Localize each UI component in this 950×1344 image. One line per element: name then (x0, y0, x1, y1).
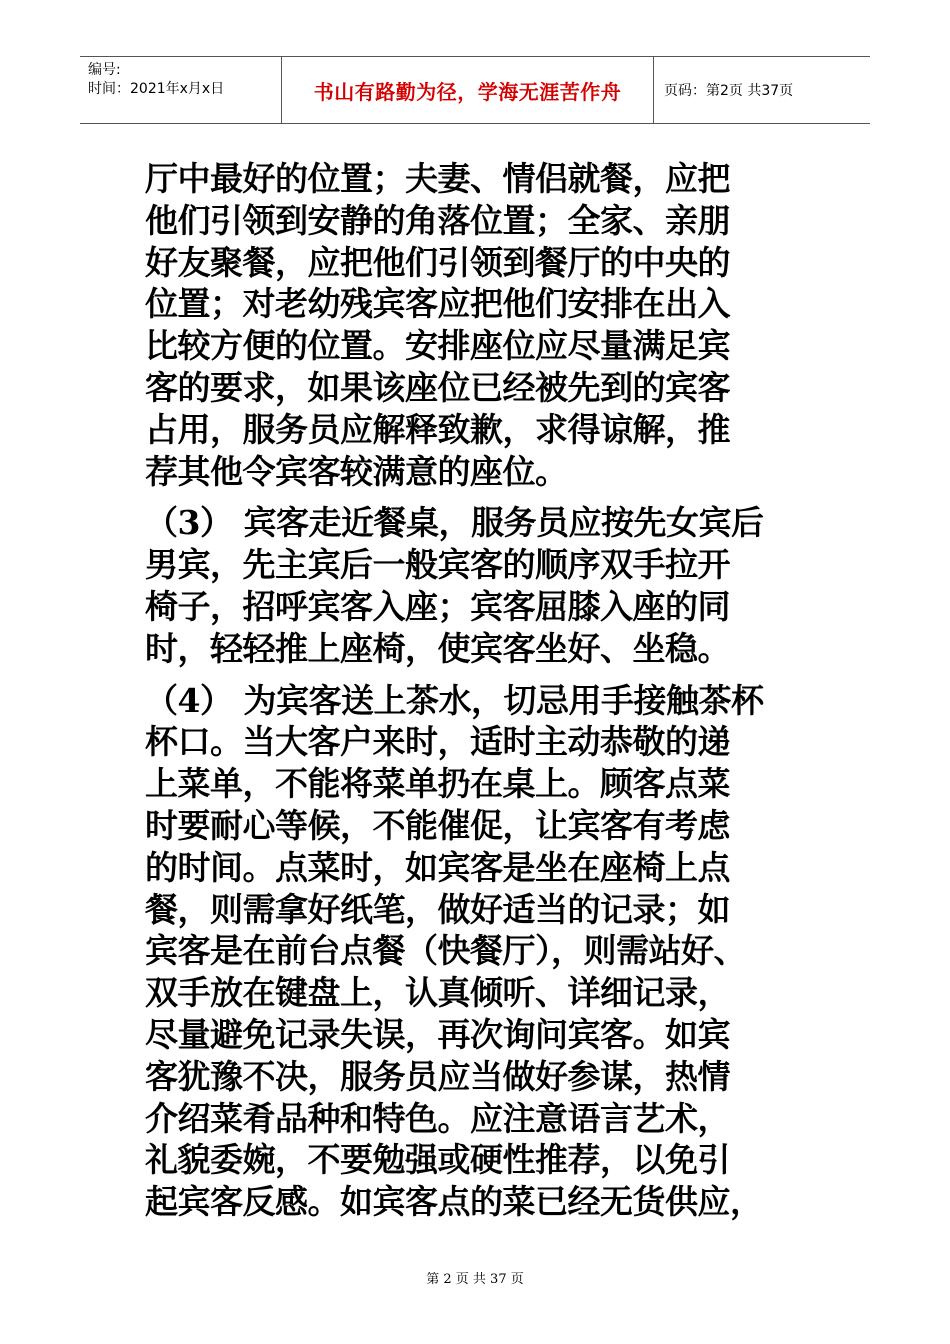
header-page-number: 页码：第2页 共37页 (664, 83, 794, 99)
paragraph-3: （4） 为宾客送上茶水，切忌用手接触茶杯 杯口。当大客户来时，适时主动恭敬的递 上菜单，不能将菜单扔在桌上。顾客点菜 时要耐心等候，不能催促，让宾客有考虑 的时间。点菜时，如宾客是坐在座椅上点 餐，则需拿好纸笔，做好适当的记录；如 宾客是在前台点餐（快餐厅），则需站好、 双手放在键盘上，认真倾听、详细记录， 尽量避免记录失误，再次询问宾客。如宾 客犹豫不决，服务员应当做好参谋，热情 介绍菜肴品种和特色。应注意语言艺术， 礼貌委婉，不要勉强或硬性推荐，以免引 起宾客反感。如宾客点的菜已经无货供应， (145, 680, 764, 1222)
document-time-label: 时间：2021年x月x日 (88, 81, 225, 97)
paragraph-2: （3） 宾客走近餐桌，服务员应按先女宾后 男宾，先主宾后一般宾客的顺序双手拉开 椅子，招呼宾客入座；宾客屈膝入座的同 时，轻轻推上座椅，使宾客坐好、坐稳。 (145, 503, 764, 668)
header-motto: 书山有路勤为径，学海无涯苦作舟 (282, 57, 654, 123)
page-footer: 第 2 页 共 37 页 (426, 1272, 524, 1287)
header-meta (80, 57, 282, 123)
document-body (145, 158, 825, 1233)
document-number-label: 编号: (88, 62, 121, 78)
page-header (80, 56, 870, 124)
paragraph-1: 厅中最好的位置；夫妻、情侣就餐，应把 他们引领到安静的角落位置；全家、亲朋 好友聚餐，应把他们引领到餐厅的中央的 位置；对老幼残宾客应把他们安排在出入 比较方便的位置。安排座位应尽量满足宾 客的要求，如果该座位已经被先到的宾客 占用，服务员应解释致歉，求得谅解，推 荐其他令宾客较满意的座位。 (145, 159, 730, 491)
